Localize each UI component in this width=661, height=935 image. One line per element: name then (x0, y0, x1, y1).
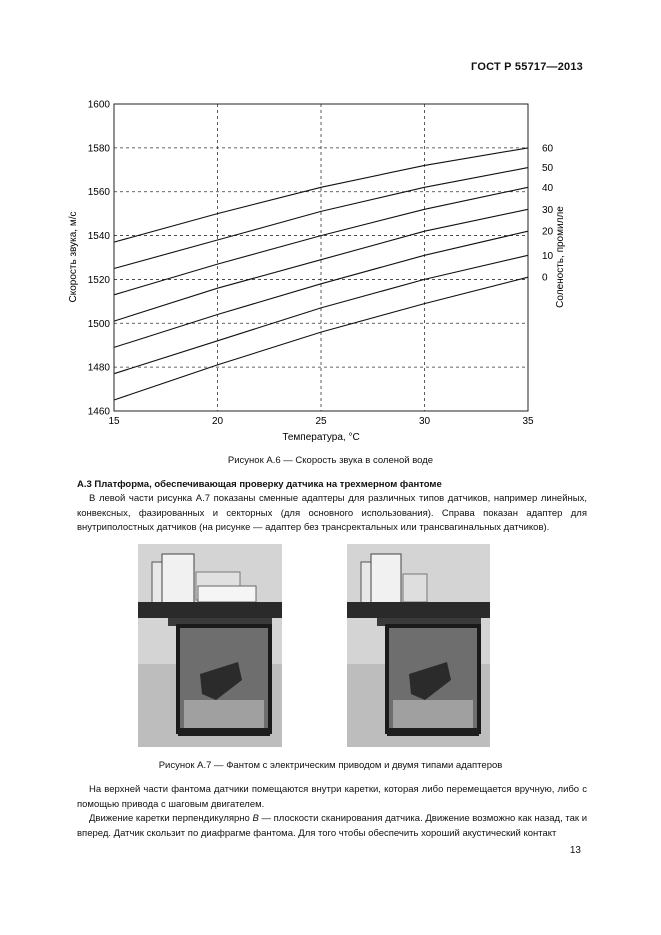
page-number: 13 (569, 845, 581, 856)
phantom-photo-left (138, 544, 282, 747)
standard-number: ГОСТ Р 55717—2013 (471, 61, 583, 73)
x-axis-label: Температура, °С (282, 432, 360, 443)
y-tick-labels (88, 100, 111, 418)
figure-a7-caption: Рисунок А.7 — Фантом с электрическим приводом и двумя типами адаптеров (158, 760, 503, 771)
x-tick-label: 35 (522, 416, 534, 427)
salinity-label: 50 (542, 163, 554, 175)
figure-a6-caption: Рисунок А.6 — Скорость звука в соленой воде (227, 455, 434, 466)
section-heading: А.3 Платформа, обеспечивающая проверку датчика на трехмерном фантоме (77, 479, 442, 490)
x-tick-labels (108, 416, 534, 427)
movement-text-start: Движение каретки перпендикулярно (89, 813, 253, 824)
paragraph-carriage: На верхней части фантома датчики помещаются внутри каретки, которая либо перемещается вручную, либо с помощью привода с шаговым двигателем. (77, 784, 587, 810)
y-tick-label: 1500 (87, 318, 110, 330)
y-tick-label: 1460 (87, 406, 110, 418)
salinity-label: 10 (542, 250, 554, 262)
paragraph-adapters: В левой части рисунка А.7 показаны сменные адаптеры для различных типов датчиков, например линейных, конвексных, фазированных и секторных (для основного использования). Справа показан адаптер для внутриполостных датчиков (на рисунке — адаптер без трансректальных или трансвагинальных датчиков). (77, 493, 587, 533)
chart-grid (114, 104, 528, 411)
salinity-label: 30 (542, 204, 554, 216)
x-tick-label: 30 (418, 416, 431, 427)
x-tick-label: 15 (108, 416, 120, 427)
salinity-label: 40 (542, 182, 554, 194)
y-tick-label: 1580 (87, 143, 110, 155)
x-tick-label: 20 (211, 416, 224, 427)
y-tick-label: 1480 (87, 362, 110, 374)
sound-speed-chart (60, 92, 580, 452)
plane-variable: В (252, 813, 259, 824)
x-tick-label: 25 (315, 416, 327, 427)
y-tick-label: 1520 (87, 274, 110, 286)
paragraph-movement (77, 812, 587, 841)
salinity-labels (542, 143, 554, 283)
y2-axis-label: Соленость, промилле (555, 206, 566, 308)
movement-text-end: — плоскости сканирования датчика. Движение возможно как назад, так и вперед. Датчик скользит по диафрагме фантома. Для того чтобы обеспечить хороший акустический контакт (77, 813, 588, 839)
y-tick-label: 1540 (87, 231, 110, 243)
y-tick-label: 1600 (87, 99, 110, 111)
y-axis-label: Скорость звука, м/с (68, 211, 79, 303)
phantom-photo-right (347, 544, 490, 747)
salinity-label: 60 (542, 143, 554, 155)
salinity-label: 0 (542, 272, 548, 284)
y-tick-label: 1560 (87, 187, 110, 199)
salinity-label: 20 (542, 226, 554, 238)
